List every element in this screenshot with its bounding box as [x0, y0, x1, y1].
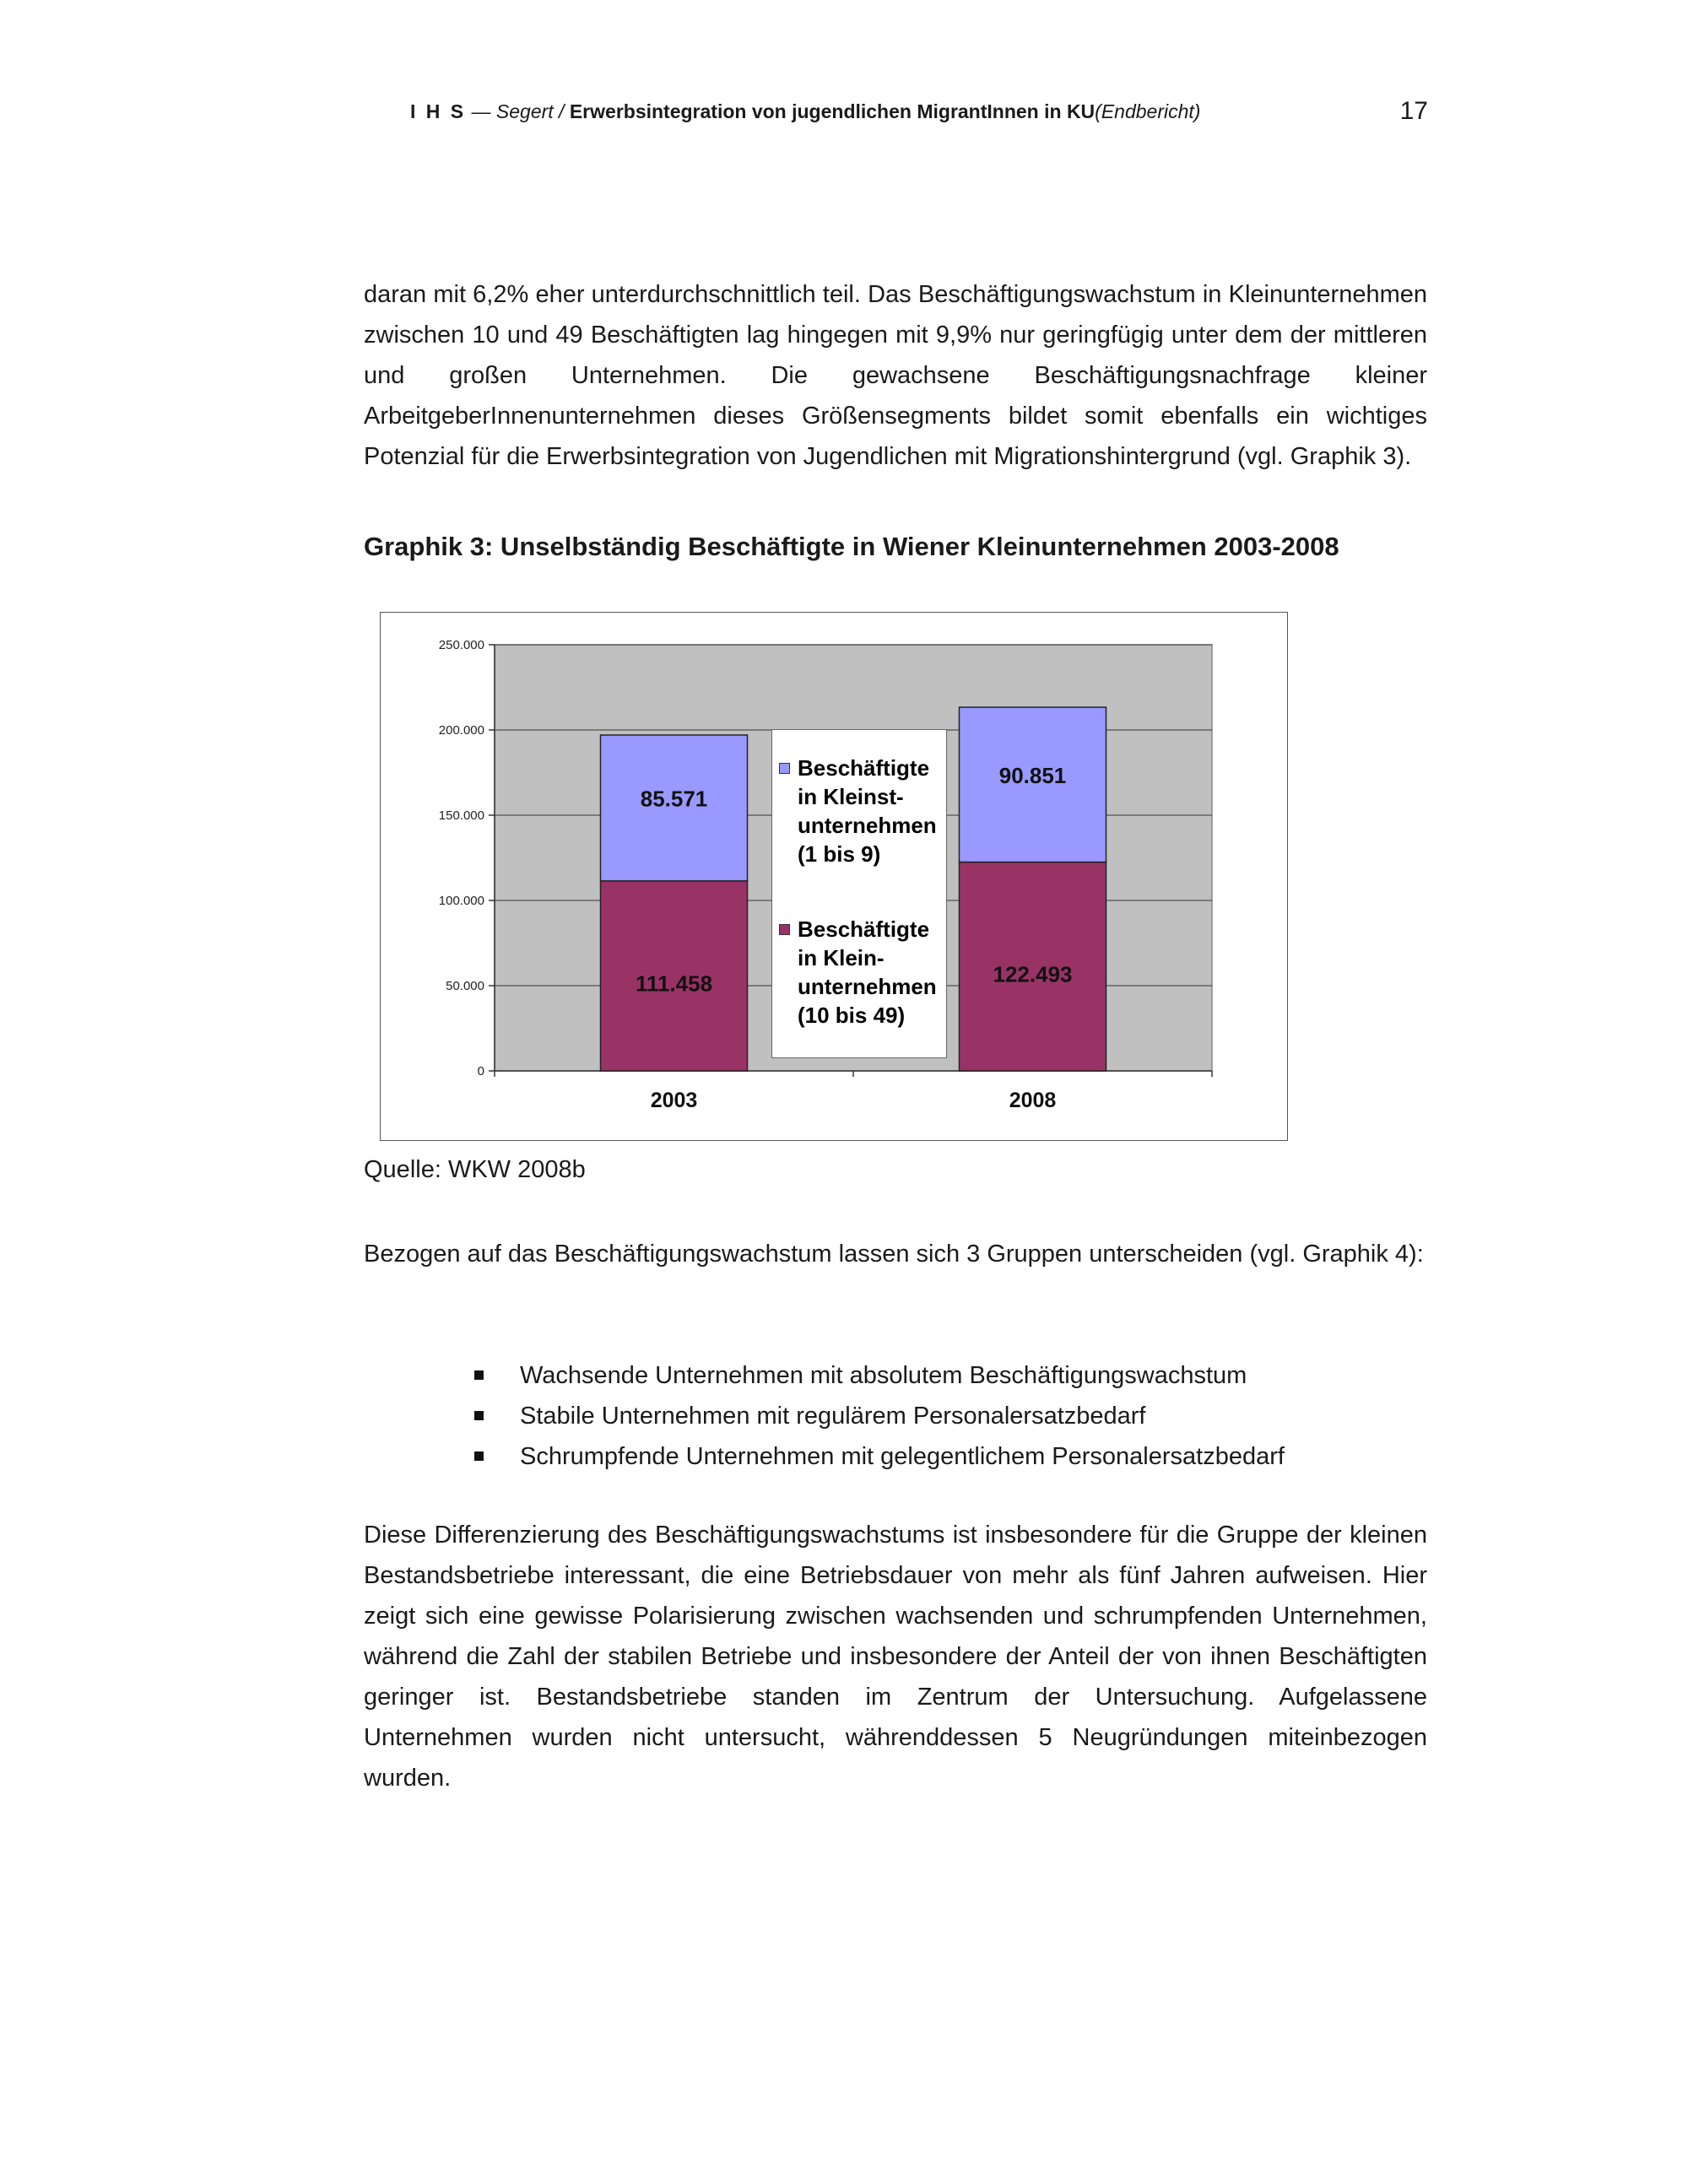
x-category-label: 2008	[1009, 1089, 1057, 1112]
chart-frame	[380, 612, 1288, 1141]
bar-value-label: 90.851	[998, 762, 1067, 788]
y-tick-label: 200.000	[438, 723, 484, 738]
bullet-list	[474, 1355, 1285, 1477]
x-category-label: 2003	[650, 1089, 698, 1112]
bar-value-label: 85.571	[640, 786, 708, 812]
closing-paragraph: Diese Differenzierung des Beschäftigungswachstums ist insbesondere für die Gruppe der kleinen Bestandsbetriebe interessant, die eine Betriebsdauer von mehr als fünf Jahren aufweisen. Hier zeigt sich eine gewisse Polarisierung zwischen wachsenden und schrumpfenden Unternehmen, während die Zahl der stabilen Betriebe und insbesondere der Anteil der von ihnen Beschäftigten geringer ist. Bestandsbetriebe standen im Zentrum der Untersuchung. Aufgelassene Unternehmen wurden nicht untersucht, währenddessen 5 Neugründungen miteinbezogen wurden.	[364, 1522, 1427, 1792]
legend-label-kleinst: Beschäftigte in Kleinst- unternehmen (1 bis 9)	[798, 755, 937, 867]
legend-swatch-klein	[779, 924, 790, 935]
figure-source: Quelle: WKW 2008b	[364, 1156, 586, 1183]
list-item-text: Stabile Unternehmen mit regulärem Personalersatzbedarf	[520, 1403, 1146, 1430]
legend-swatch-kleinst	[779, 763, 790, 774]
y-tick-label: 0	[477, 1064, 484, 1078]
groups-intro-paragraph: Bezogen auf das Beschäftigungswachstum lassen sich 3 Gruppen unterscheiden (vgl. Graphik 4):	[364, 1241, 1424, 1268]
header-author: Segert /	[495, 100, 565, 122]
list-item-text: Schrumpfende Unternehmen mit gelegentlichem Personalersatzbedarf	[520, 1443, 1285, 1470]
list-item	[474, 1436, 1285, 1477]
header-note: (Endbericht)	[1095, 100, 1201, 122]
y-tick-label: 150.000	[438, 808, 484, 823]
bullet-square-icon	[474, 1411, 484, 1420]
intro-paragraph: daran mit 6,2% eher unterdurchschnittlich teil. Das Beschäftigungswachstum in Kleinunternehmen zwischen 10 und 49 Beschäftigten lag hingegen mit 9,9% nur geringfügig unter dem der mittleren und großen Unternehmen. Die gewachsene Beschäftigungsnachfrage kleiner ArbeitgeberInnenunternehmen dieses Größensegments bildet somit ebenfalls ein wichtiges Potenzial für die Erwerbsintegration von Jugendlichen mit Migrationshintergrund (vgl. Graphik 3).	[364, 281, 1427, 470]
header-title: Erwerbsintegration von jugendlichen MigrantInnen in KU	[569, 100, 1096, 122]
bar-value-label: 122.493	[993, 961, 1073, 987]
legend-label-klein: Beschäftigte in Klein- unternehmen (10 bis 49)	[798, 916, 937, 1028]
bullet-square-icon	[474, 1370, 484, 1380]
y-tick-label: 50.000	[446, 979, 484, 993]
figure-caption: Graphik 3: Unselbständig Beschäftigte in Wiener Kleinunternehmen 2003-2008	[364, 532, 1339, 561]
page-header	[410, 95, 1428, 128]
bar-value-label: 111.458	[635, 970, 713, 997]
header-dash: —	[471, 100, 491, 122]
header-org: I H S	[410, 100, 467, 122]
y-tick-label: 250.000	[438, 638, 484, 652]
list-item	[474, 1396, 1285, 1436]
chart-legend	[771, 729, 947, 1058]
list-item	[474, 1355, 1285, 1396]
list-item-text: Wachsende Unternehmen mit absolutem Beschäftigungswachstum	[520, 1362, 1247, 1389]
bullet-square-icon	[474, 1451, 484, 1461]
y-tick-label: 100.000	[438, 894, 484, 908]
page-number: 17	[1399, 97, 1428, 125]
